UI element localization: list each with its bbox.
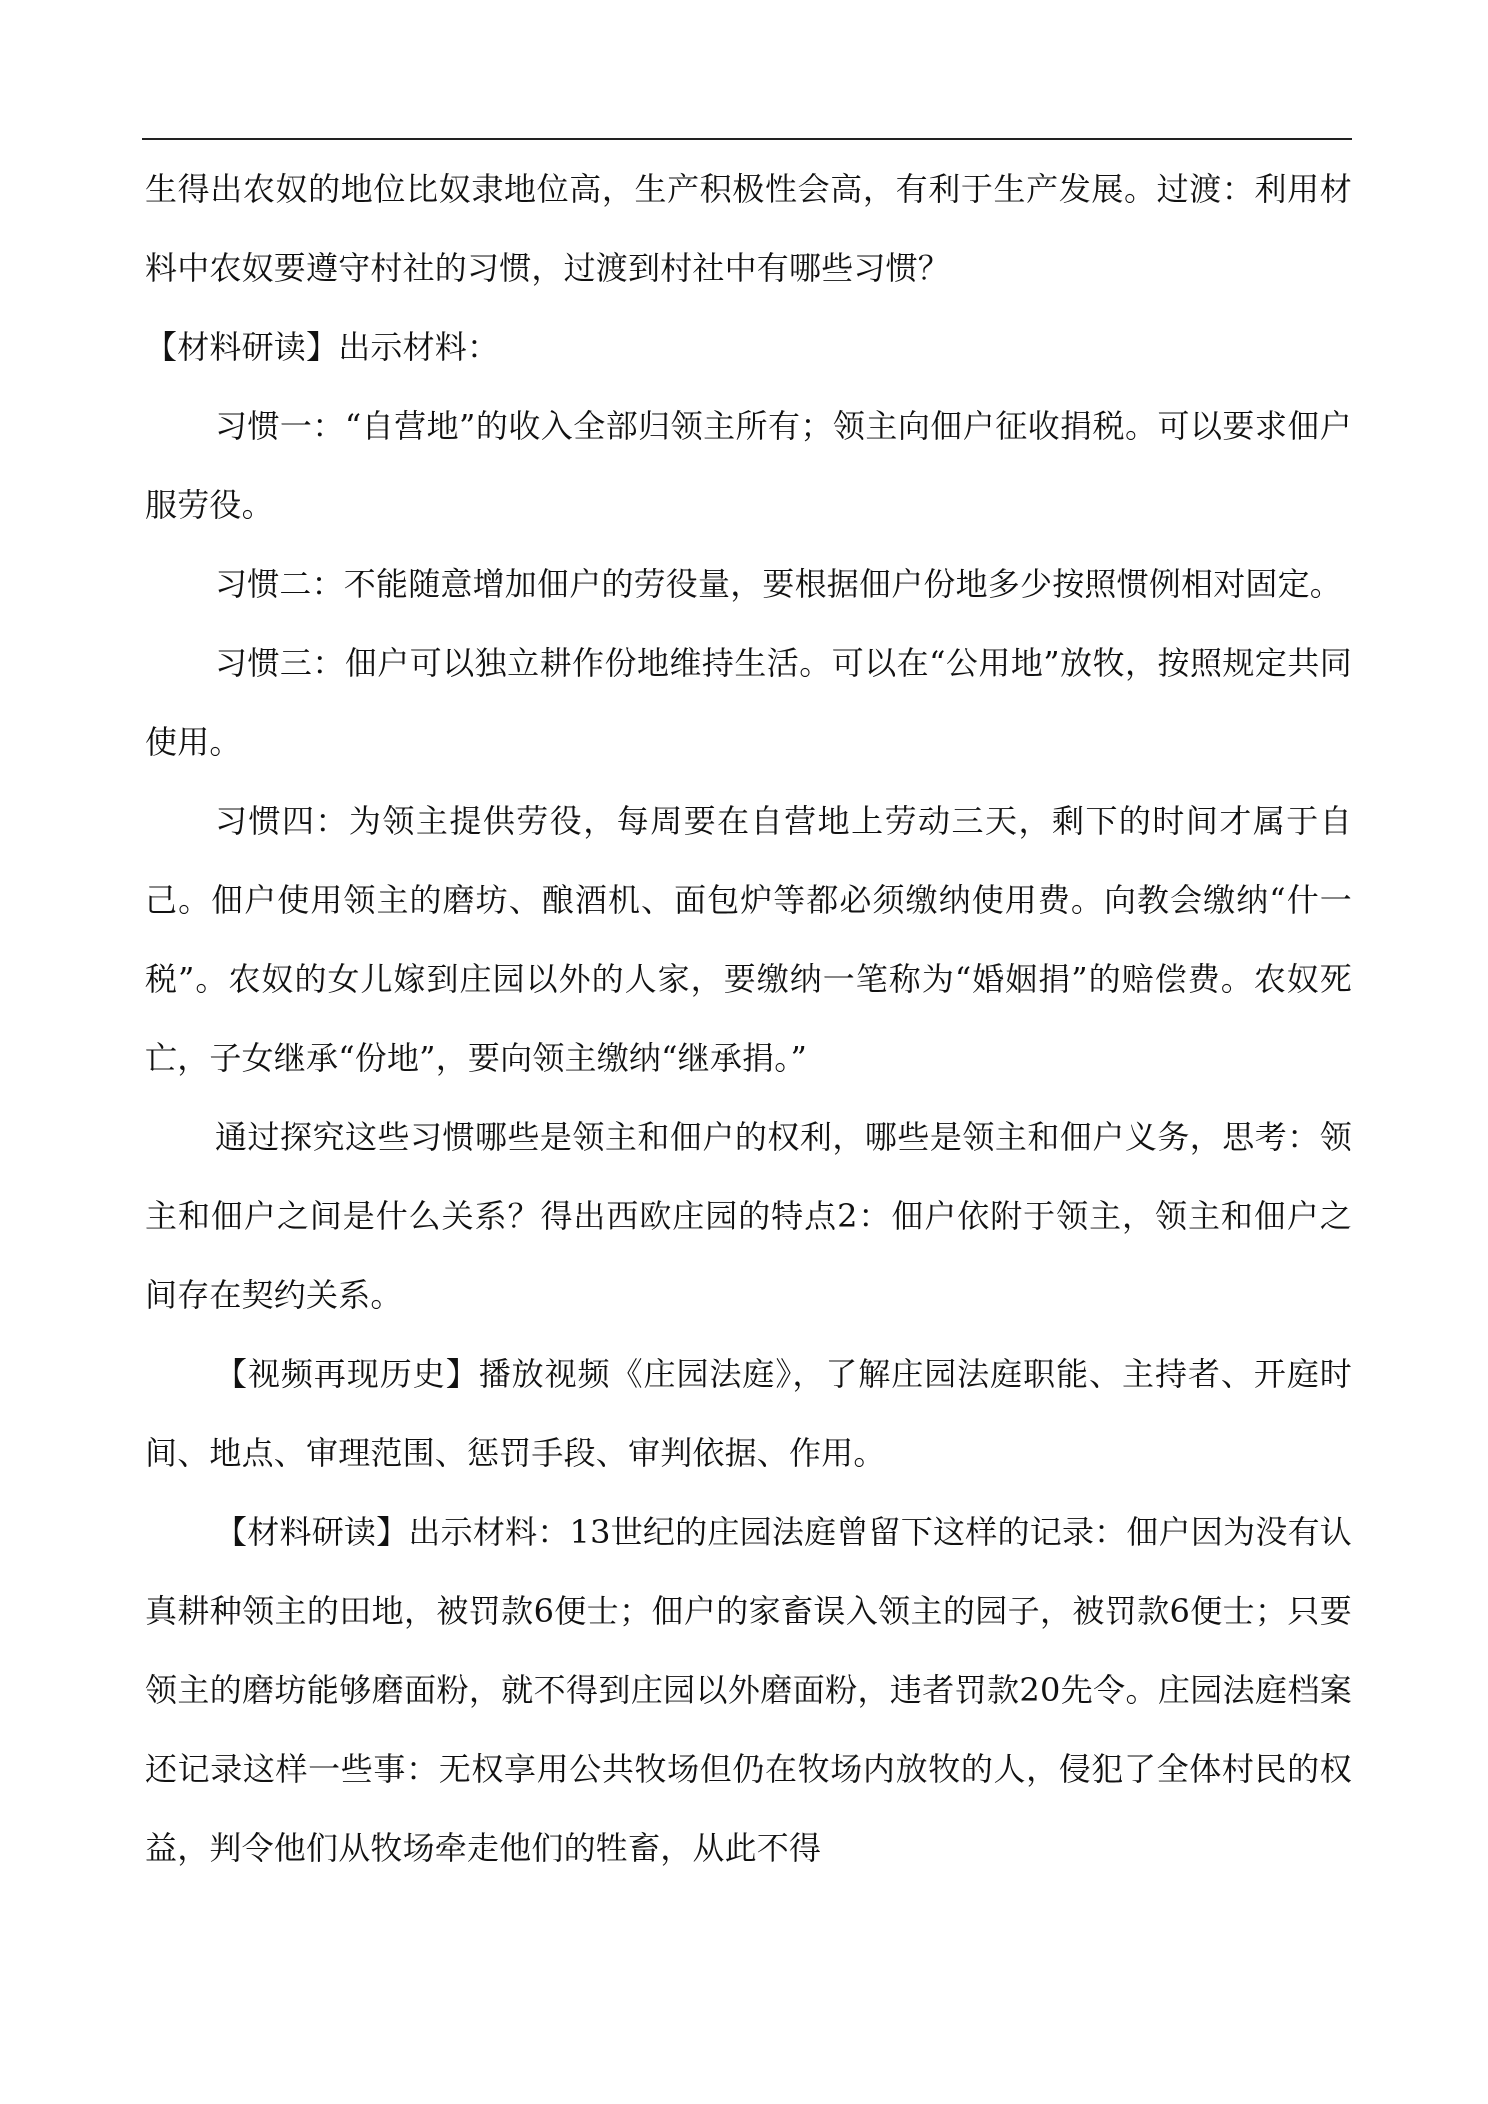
paragraph-custom-two: 习惯二：不能随意增加佃户的劳役量，要根据佃户份地多少按照惯例相对固定。 (215, 565, 1343, 603)
paragraph-court-records: 【材料研读】出示材料：13世纪的庄园法庭曾留下这样的记录：佃户因为没有认真耕种领主的田地，被罚款6便士；佃户的家畜误入领主的园子，被罚款6便士；只要领主的磨坊能够磨面粉，就不得到庄园以外磨面粉，违者罚款20先令。庄园法庭档案还记录这样一些事：无权享用公共牧场但仍在牧场内放牧的人，侵犯了全体村民的权益，判令他们从牧场牵走他们的牲畜，从此不得 (145, 1513, 1352, 1867)
paragraph-custom-one: 习惯一：“自营地”的收入全部归领主所有；领主向佃户征收捐税。可以要求佃户服劳役。 (145, 407, 1352, 524)
paragraph-continuation: 生得出农奴的地位比奴隶地位高，生产积极性会高，有利于生产发展。过渡：利用材料中农奴要遵守村社的习惯，过渡到村社中有哪些习惯？ (145, 170, 1352, 287)
header-rule (142, 138, 1352, 140)
paragraph-custom-four: 习惯四：为领主提供劳役，每周要在自营地上劳动三天，剩下的时间才属于自己。佃户使用领主的磨坊、酿酒机、面包炉等都必须缴纳使用费。向教会缴纳“什一税”。农奴的女儿嫁到庄园以外的人家，要缴纳一笔称为“婚姻捐”的赔偿费。农奴死亡，子女继承“份地”，要向领主缴纳“继承捐。” (145, 802, 1352, 1077)
paragraph-material-reading-heading: 【材料研读】出示材料： (145, 328, 500, 366)
paragraph-custom-three: 习惯三：佃户可以独立耕作份地维持生活。可以在“公用地”放牧，按照规定共同使用。 (145, 644, 1352, 761)
paragraph-video-history: 【视频再现历史】播放视频《庄园法庭》，了解庄园法庭职能、主持者、开庭时间、地点、审理范围、惩罚手段、审判依据、作用。 (145, 1355, 1352, 1472)
paragraph-inquiry: 通过探究这些习惯哪些是领主和佃户的权利，哪些是领主和佃户义务，思考：领主和佃户之间是什么关系？得出西欧庄园的特点2：佃户依附于领主，领主和佃户之间存在契约关系。 (145, 1118, 1352, 1314)
document-body (145, 150, 1352, 1888)
